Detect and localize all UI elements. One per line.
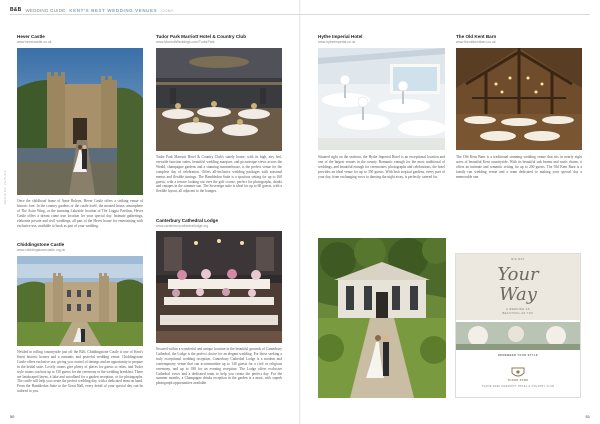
page-number-left: 50 <box>10 414 15 419</box>
advert-top-label: RIG DAY <box>511 258 525 261</box>
page-number-right: 51 <box>585 414 590 419</box>
tudor-url: www.MarriottWeddings.com/TudorPark <box>156 40 215 44</box>
hythe-url: www.hytheimperial.co.uk <box>318 40 356 44</box>
hythe-photo <box>318 48 445 150</box>
advert-tagline: REMEMBER YOUR STYLE <box>498 354 538 357</box>
oldbarn-heading <box>456 34 496 44</box>
chiddingstone-photo <box>17 256 143 346</box>
chiddingstone-description: Nestled in rolling countryside just off the B26, Chiddingstone Castle is one of Kent's finest historic houses and a romantic and peaceful wedding venue. Chiddingstone Castle offers exclusive use, giving you control of timings and an opportunity to prepare in the bridal suite. Lovely rooms give plenty of places for guests to relax, and Tudor style rooms can host up to 150 guests for the ceremony or the wedding breakfast. There are landscaped lawns, a lake and woodland for a garden reception, or for photographs. The castle will help you create the perfect wedding day, with a dedicated team on hand. From the Hambledon Suite to the Great Hall, every detail of your special day can be tailored to you. <box>17 350 143 394</box>
hythe-description: Situated right on the seafront, the Hythe Imperial Hotel is an exceptional location and one of the largest venues in the county. Romantic enough for the most traditional of weddings, and beautiful enough for ceremonies, photographs and celebrations, the hotel provides an ideal venue for up to 350 guests. With lush tropical gardens, every part of your day, from exchanging vows to dancing the night away, is perfectly catered for. <box>318 155 445 179</box>
oldbarn-url: www.theoldkentbarn.co.uk <box>456 40 496 44</box>
advert-hotel-name: TUDOR PARK <box>507 379 529 382</box>
advert-photo-strip <box>456 322 580 350</box>
hever-heading <box>17 34 52 44</box>
crest-icon <box>510 366 526 378</box>
oldbarn-name: The Old Kent Barn <box>456 34 497 39</box>
tudor-description: Tudor Park Marriott Hotel & Country Club's stately house, with its high, airy feel, versatile function suites, beautiful wedding marquee, and picturesque views across the Weald, champagne gardens and a stunning summerhouse, is the perfect venue for the complete day of celebration. Offers all-inclusive wedding packages with seasonal menus and flexible timings. The Hambledon Suite is a spacious setting for up to 160 guests, with a terrace looking out over the golf course, perfect for photographs, drinks and canapes in the summer sun. The Sovereign suite is ideal for up to 60 guests, with a flexible layout, all adjacent to the lounges. <box>156 155 282 194</box>
hever-description: Once the childhood home of Anne Boleyn, Hever Castle offers a striking venue of historic fare. In the country gardens or the castle itself, the moated house, atmosphere of The Astor Wing, or the stunning Lakeside location of The Loggia Pavilion, Hever Castle offers a dream come true location for your special day. Intimate gatherings, elaborate private and civil weddings, all part of the Hever house for entertaining with exclusive use, available to book as part of your wedding. <box>17 199 143 228</box>
section-label: WEDDING GUIDE <box>25 7 66 13</box>
hever-castle-photo <box>17 48 143 195</box>
hythe-heading <box>318 34 362 44</box>
canterbury-heading <box>156 218 218 228</box>
oldbarn-description: The Old Kent Barn is a traditional stunning wedding venue that sits in nearly eight acres of beautiful Kent countryside. With its beautiful oak beams and rustic charm, it offers an intimate and romantic setting for up to 200 guests. The Old Kent Barn is a family run wedding venue and a team dedicated to making your special day a memorable one. <box>456 155 582 179</box>
hever-url: www.hevercastle.co.uk <box>17 40 52 44</box>
header-rule <box>10 14 590 15</box>
canterbury-description: Secured within a wonderful and unique location in the beautiful grounds of Canterbury Cathedral, the Lodge is the perfect choice for an elegant wedding. For those seeking a truly exceptional wedding reception, Canterbury Cathedral Lodge is a modern and contemporary venue that can accommodate up to 140 guests for a civil or religious ceremony, and up to 180 for an evening reception. The Lodge offers exclusive Cathedral views and a dedicated team to help you create the perfect day. For the summer months, a Champagne drinks reception in the garden is a must, with superb photograph opportunities available. <box>156 347 282 386</box>
canterbury-photo <box>156 231 282 343</box>
tudor-heading <box>156 34 246 44</box>
tudor-name: Tudor Park Marriott Hotel & Country Club <box>156 34 247 39</box>
hever-name: Hever Castle <box>17 34 45 39</box>
page-fold <box>299 0 301 424</box>
side-tab: WEDDING VENUES <box>3 170 7 205</box>
advert-script-way: Way <box>499 284 537 305</box>
advert-line-1: A WEDDING AS <box>506 308 530 311</box>
continued-label: CONT. <box>161 7 175 13</box>
oldbarn-photo <box>456 48 582 150</box>
advert-footer: TUDOR PARK MARRIOTT HOTEL & COUNTRY CLUB <box>481 386 555 388</box>
chiddingstone-url: www.chiddingstonecastle.org.uk <box>17 248 66 252</box>
tudor-park-photo <box>156 48 282 151</box>
chiddingstone-name: Chiddingstone Castle <box>17 242 65 247</box>
brand-label: B&B <box>10 7 22 13</box>
advert-script-your: Your <box>497 264 539 285</box>
tudor-park-advert[interactable] <box>455 253 581 398</box>
canterbury-name: Canterbury Cathedral Lodge <box>156 218 219 223</box>
section-header <box>10 6 174 14</box>
canterbury-url: www.canterburycathedrallodge.org <box>156 224 209 228</box>
advert-line-2: BEAUTIFUL AS YOU <box>502 312 534 315</box>
page-title: KENT'S BEST WEDDING VENUES <box>69 7 158 13</box>
garden-wedding-photo <box>318 238 446 398</box>
hythe-name: Hythe Imperial Hotel <box>318 34 363 39</box>
chiddingstone-heading <box>17 242 65 252</box>
